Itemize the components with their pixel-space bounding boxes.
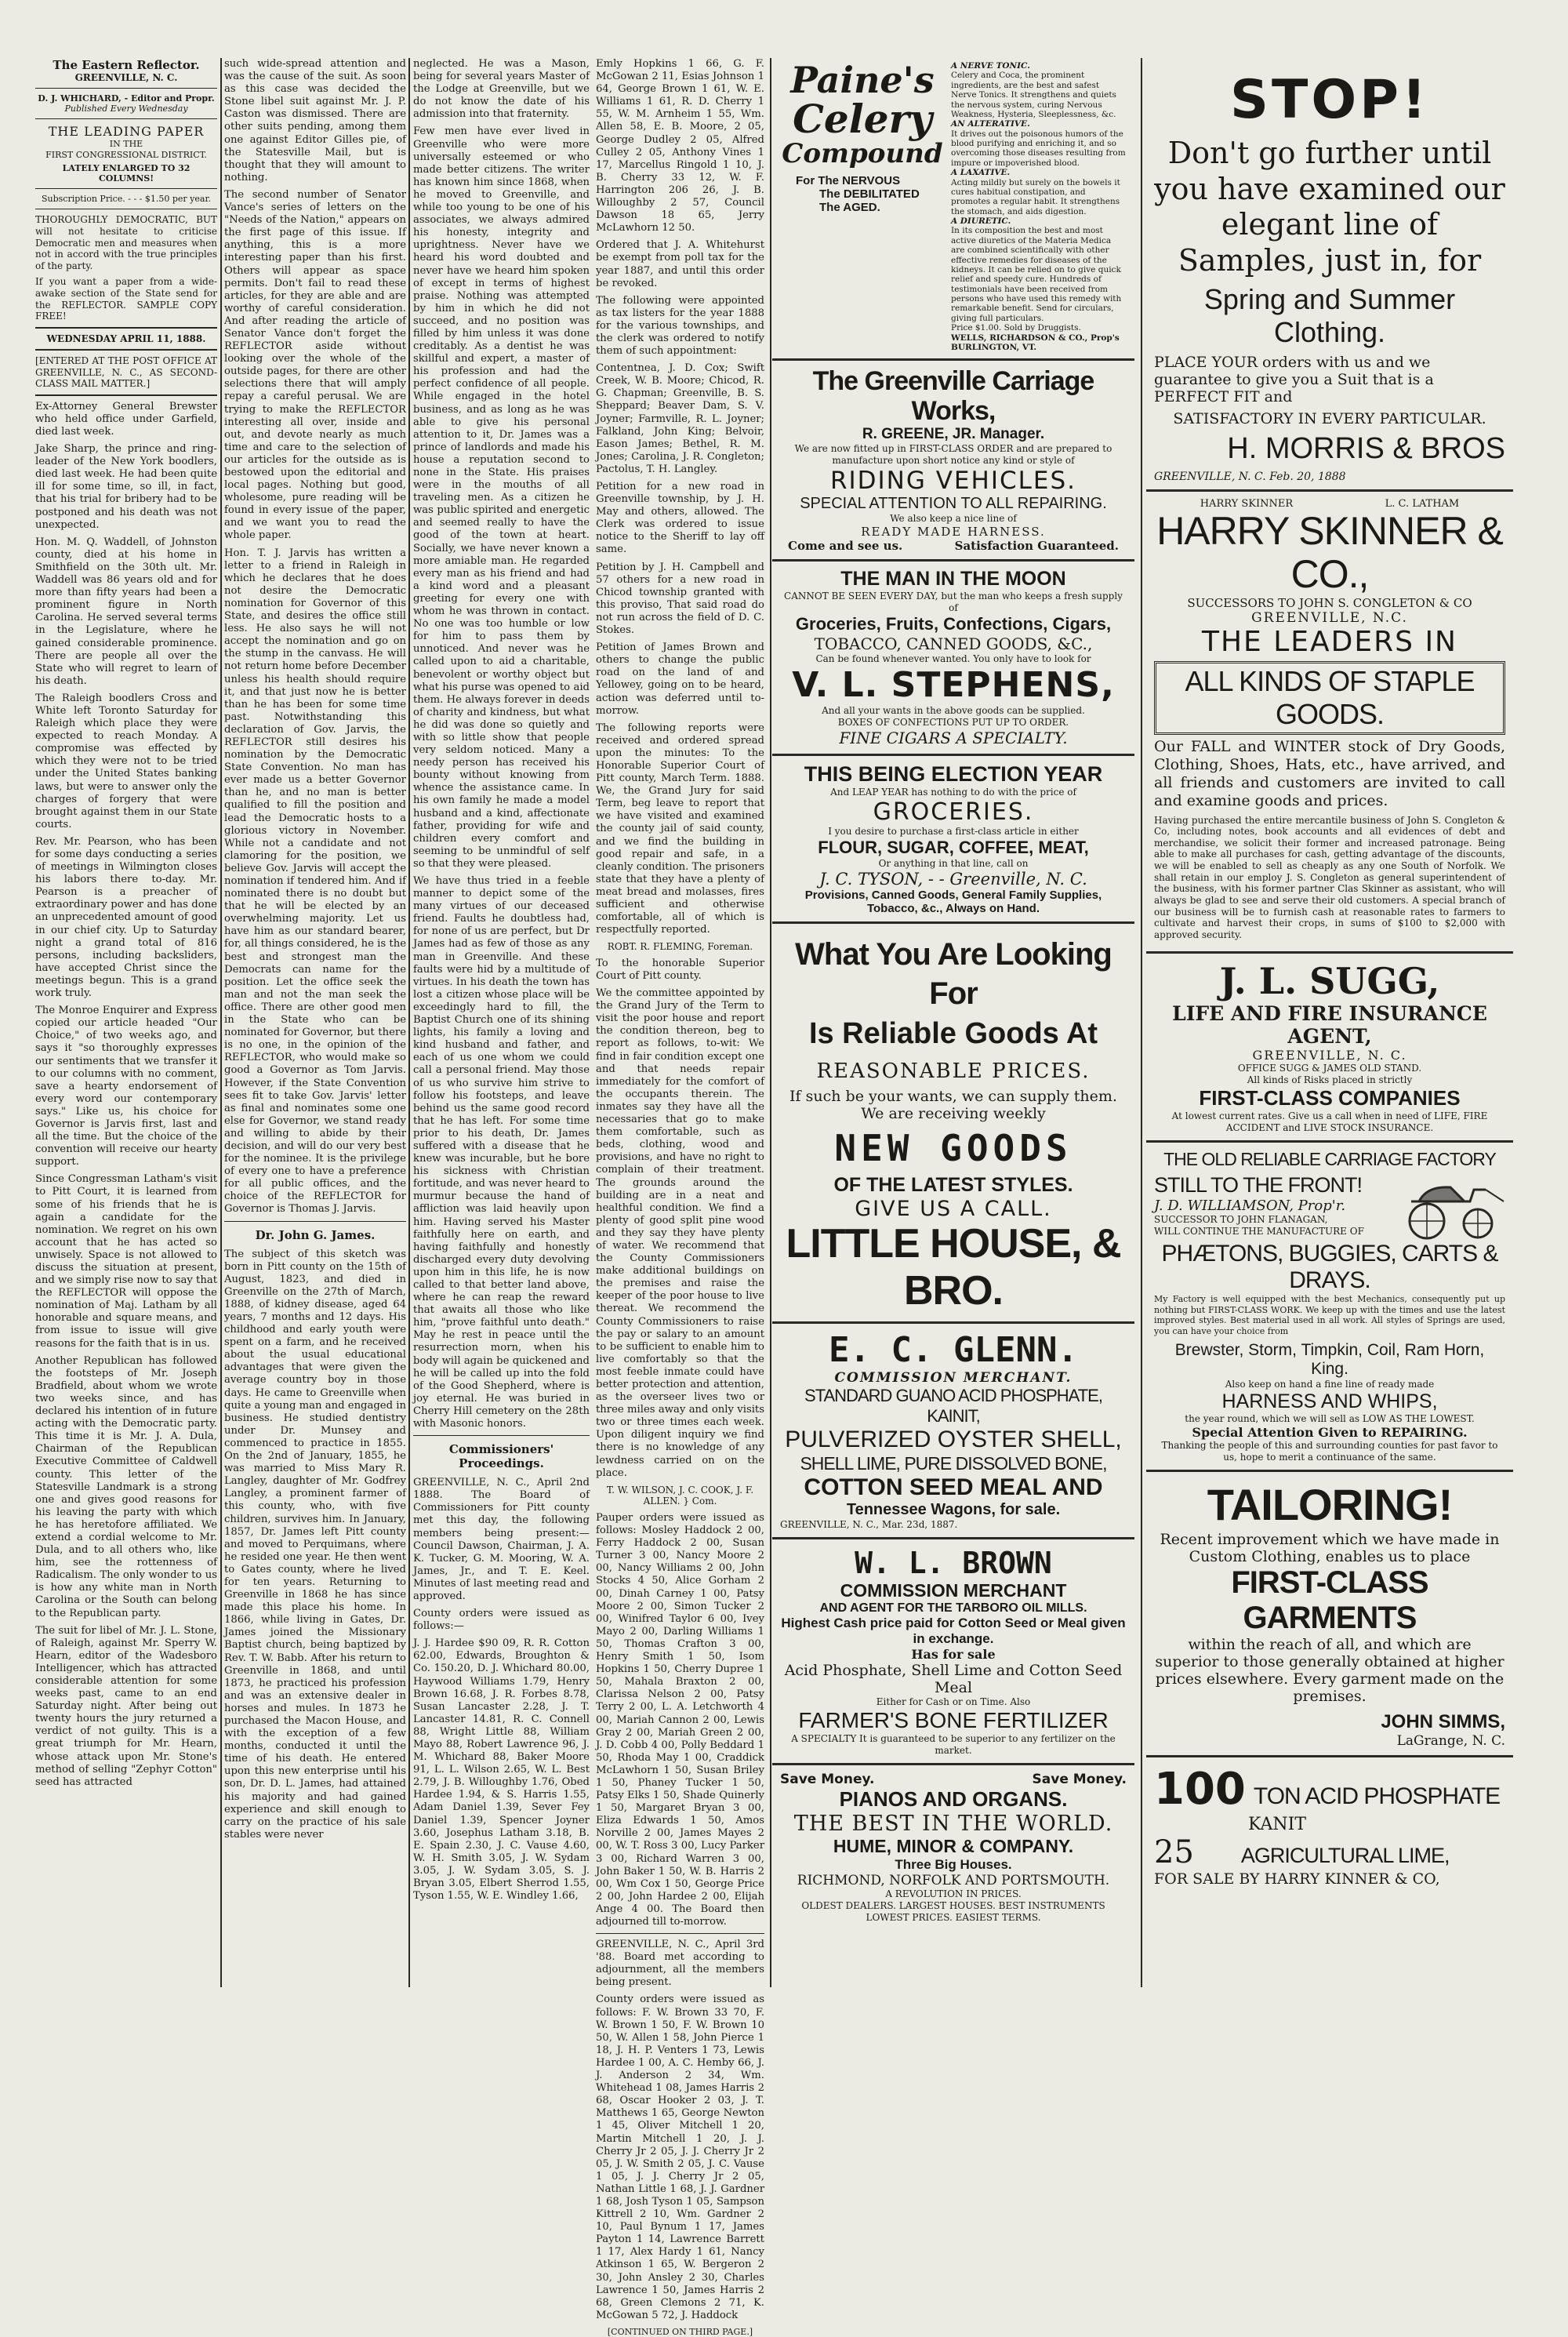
democratic-note: THOROUGHLY DEMOCRATIC, BUT will not hesitate to criticise Democratic men and measures when not in accord with the true principles of the party. — [35, 214, 217, 271]
acid-num2: 25 — [1154, 1834, 1194, 1871]
skinner-partners — [1154, 498, 1505, 510]
acid-line2: KANIT — [1248, 1815, 1307, 1835]
looking-line7: GIVE US A CALL. — [855, 1197, 1052, 1222]
looking-line8: LITTLE HOUSE, & BRO. — [786, 1221, 1121, 1314]
skinner-text2: Having purchased the entire mercantile business of John S. Congleton & Co, including notes, book accounts and all evidences of debt and merchandise, we solicit their former and increased patronage. Being able to make all purchases for cash, getting advantage of the discounts, we will be enabled to sell as cheaply as any one South of Norfolk. We shall retain in our employ J. S. Congleton as general superintendent of the business, with his former partner Clas Skinner as assistant, who will always be glad to see and serve their old customers. A special branch of our business will be to furnish cash at reasonable rates to farmers to cultivate and harvest their crops, in sums of $100 to $2,000 with approved security. — [1154, 814, 1505, 940]
carriage-text: We are now fitted up in FIRST-CLASS ORDER and are prepared to manufacture upon short notice any kind or style of — [794, 443, 1112, 467]
looking-line3: REASONABLE PRICES. — [816, 1059, 1091, 1084]
stop-name: H. MORRIS & BROS — [1227, 432, 1505, 466]
commissioners-paragraph: Petition by J. H. Campbell and 57 others for a new road in Chicod township granted with this proviso, That said road do not run across the field of D. C. Stokes. — [596, 561, 764, 637]
article-paragraph: Since Congressman Latham's visit to Pitt Court, it is learned from some of his friends that he is again a candidate for the nomination. We regret on his own account that he has acted so unwisely. Space is not allowed to discuss the situation at present, and we simply rise now to say that the REFLECTOR will oppose the nomination of Maj. Latham by all honorable and square means, and from issue to issue will give reasons for the faith that is in us. — [35, 1173, 217, 1350]
acid-line1: TON ACID PHOSPHATE — [1253, 1783, 1501, 1810]
tailoring-line1: Recent improvement which we have made in Custom Clothing, enables us to place — [1160, 1531, 1500, 1566]
article-paragraph: Ex-Attorney General Brewster who held office under Garfield, died last week. — [35, 400, 217, 438]
article-paragraph: Another Republican has followed the footsteps of Mr. Joseph Bradfield, about whom we wrote two weeks since, and has declared his intention of in future acting with the Democratic party. This time it is Mr. J. A. Dula, Chairman of the Republican Executive Committee of Caldwell county. This letter of the Statesville Landmark is a strong one and gives good reasons for his leaving the party with which he has heretofore affiliated. We extend a cordial welcome to Mr. Dula, and to all others who, like him, see the rottenness of Radicalism. The only wonder to us is how any white man in North Carolina or the South can belong to the Republican party. — [35, 1354, 217, 1619]
paines-for-2: The DEBILITATED — [819, 187, 920, 202]
ad-tailoring — [1146, 1472, 1513, 1757]
article-paragraph: Hon. T. J. Jarvis has written a letter to a friend in Raleigh in which he declares that he does not desire the Democratic nomination for Governor of this State, and desires the office still less. He also says he will not accept the nomination and go on the stump in the canvass. He will not return home before December unless his health should require it, and that just now he is better than he has been for some time past. Notwithstanding this declaration of Gov. Jarvis, the REFLECTOR still desires his nomination by the Democratic State Convention. No man has ever made us a better Governor than he, and no man is better qualified to fill the position and lead the Democratic hosts to a glorious victory in November. While not a candidate and not clamoring for the position, we believe Gov. Jarvis will accept the nomination if tendered him. And if nominated there is no doubt but that he will be elected by an overwhelming majority. Let us have him as our standard bearer, for, all things considered, he is the best and strongest man the Democrats can name for the position. Let the office seek the man and not the man seek the office. There are other good men in the State who can be nominated for Governor, but there is no one, in the opinion of the REFLECTOR, who would make so good a Governor as Tom Jarvis. However, if the State Convention sees fit to take Gov. Jarvis' letter as final and nominates some one else for Governor, we stand ready and willing to abide by their decision, and will do our very best for the nominee. It is the privilege of every one to have a preference for all public offices, and the choice of the REFLECTOR for Governor is Thomas J. Jarvis. — [224, 547, 406, 1216]
stop-line4: SATISFACTORY IN EVERY PARTICULAR. — [1173, 410, 1486, 428]
skinner-successors: SUCCESSORS TO JOHN S. CONGLETON & CO — [1187, 596, 1472, 611]
column-1 — [35, 58, 217, 1987]
commissioners-paragraph: Petition of James Brown and others to change the public road on the land of and Yellowey, going on to be heard, action was deferred until to-morrow. — [596, 641, 764, 717]
article-paragraph: Jake Sharp, the prince and ring-leader of the New York boodlers, died last week. He had been quite ill for some time, so ill, in fact, that his trial for bribery had to be postponed and his death was not unexpected. — [35, 443, 217, 531]
paines-lax-text: Acting mildly but surely on the bowels it cures habitual constipation, and promotes a regular habit. It strengthens the stomach, and aids digestion. — [951, 177, 1120, 216]
moon-all: And all your wants in the above goods can be supplied. — [822, 705, 1085, 717]
factory-phaetons: PHÆTONS, BUGGIES, CARTS & DRAYS. — [1161, 1241, 1498, 1294]
factory-thanks: Thanking the people of this and surrounding counties for past favor to us, hope to merit a continuance of the same. — [1161, 1440, 1498, 1463]
glenn-role: COMMISSION MERCHANT. — [834, 1369, 1073, 1386]
leading-paper: THE LEADING PAPER — [48, 124, 205, 140]
brown-acid: Acid Phosphate, Shell Lime and Cotton Seed Meal — [784, 1661, 1123, 1696]
moon-name: V. L. STEPHENS, — [792, 665, 1115, 706]
paines-brand — [780, 61, 945, 352]
election-name: J. C. TYSON, - - Greenville, N. C. — [819, 870, 1087, 889]
col1-articles — [35, 401, 217, 1789]
paines-brand-1: Paine's — [790, 59, 935, 101]
acid-num1: 100 — [1154, 1764, 1246, 1815]
paines-tonic-text: Celery and Coca, the prominent ingredients, are the best and safest Nerve Tonics. It strengthens and quiets the nervous system, curing Nervous Weakness, Hysteria, Sleeplessness, &c. — [951, 71, 1116, 119]
ad-pianos — [772, 1765, 1134, 1930]
paines-price: Price $1.00. Sold by Druggists. — [951, 323, 1081, 333]
paper-editor: D. J. WHICHARD, - Editor and Propr. — [38, 93, 215, 104]
carriage-keep: We also keep a nice line of — [890, 513, 1017, 525]
factory-manufacture: WILL CONTINUE THE MANUFACTURE OF — [1154, 1226, 1364, 1238]
commissioners-paragraph: J. J. Hardee $90 09, R. R. Cotton 62.00, Edwards, Broughton & Co. 150.20, D. J. Whichard 80.00, Haywood Williams 1.79, Henry Brown 16.68, J. R. Forbes 8.78, Susan Lancaster 2.28, J. T. Lancaster 14.81, R. C. Connell 88, Wright Little 88, William Mayo 88, Robert Lawrence 96, J. M. Whichard 88, Baker Moore 91, L. L. Wilson 2.65, W. L. Best 2.79, J. B. Willoughby 1.76, Obed Hardee 1.94, & S. Harris 1.55, Adam Daniel 1.39, Sever Fey Daniel 1.39, Spencer Joyner 3.60, Josephus Latham 3.18, B. E. Spain 2.30, J. C. Vause 4.60, W. H. Smith 3.05, J. W. Sydam 3.05, J. W. Sydam 3.05, S. J. Bryan 3.05, Elbert Sherrod 1.55, Tyson 1.55, W. E. Windley 1.66, — [413, 1637, 590, 1903]
carriage-footer — [780, 539, 1127, 553]
enlarged-note: LATELY ENLARGED TO 32 COLUMNS! — [62, 162, 191, 184]
sugg-first: FIRST-CLASS COMPANIES — [1199, 1086, 1461, 1110]
election-leap: And LEAP YEAR has nothing to do with the price of — [830, 787, 1076, 798]
carriage-satisfaction: Satisfaction Guaranteed. — [954, 539, 1119, 554]
brown-role: COMMISSION MERCHANT — [840, 1579, 1067, 1601]
paper-name: The Eastern Reflector. — [53, 58, 200, 72]
glenn-date: GREENVILLE, N. C., Mar. 23d, 1887. — [780, 1518, 958, 1530]
looking-line5: NEW GOODS — [834, 1127, 1073, 1170]
ad-stop — [1146, 69, 1513, 492]
moon-found: Can be found whenever wanted. You only have to look for — [815, 653, 1091, 665]
carriage-title: The Greenville Carriage Works, — [812, 366, 1094, 426]
continued-note: [CONTINUED ON THIRD PAGE.] — [607, 2326, 753, 2337]
column-rule — [1141, 58, 1142, 1987]
buggy-icon — [1396, 1170, 1505, 1241]
pianos-oldest: OLDEST DEALERS. LARGEST HOUSES. BEST INSTRUMENTS LOWEST PRICES. EASIEST TERMS. — [801, 1899, 1105, 1923]
article-paragraph: The suit for libel of Mr. J. L. Stone, of Raleigh, against Mr. Sperry W. Hearn, editor of the Wadesboro Intelligencer, which has attracted considerable attention for some weeks past, came to an end Saturday night. After being out twenty hours the jury returned a verdict of not guilty. This is a great triumph for Mr. Hearn, whose attack upon Mr. Stone's method of selling "Zephyr Cotton" seed has attracted — [35, 1624, 217, 1788]
column-5-ads — [1146, 58, 1513, 1987]
commissioners-paragraph: The following were appointed as tax listers for the year 1888 for the various townships, and the clerk was ordered to notify them of such appointment: — [596, 294, 764, 358]
election-anything: Or anything in that line, call on — [878, 858, 1029, 870]
sugg-office: OFFICE SUGG & JAMES OLD STAND. — [1237, 1063, 1422, 1074]
factory-year: the year round, which we will sell as LOW AS THE LOWEST. — [1185, 1413, 1475, 1425]
pianos-save-left: Save Money. — [780, 1771, 875, 1787]
leading-paper-in: IN THE — [109, 139, 143, 150]
moon-groceries: Groceries, Fruits, Confections, Cigars, — [795, 614, 1112, 634]
commissioners-paragraph: County orders were issued as follows:— — [413, 1608, 590, 1633]
glenn-line4: COTTON SEED MEAL AND — [804, 1474, 1103, 1500]
looking-line1: What You Are Looking For — [795, 937, 1112, 1012]
pianos-save-row — [780, 1772, 1127, 1787]
carriage-harness: READY MADE HARNESS. — [861, 525, 1046, 540]
stop-line2: Spring and Summer Clothing. — [1203, 283, 1456, 349]
article-paragraph: Rev. Mr. Pearson, who has been for some days conducting a series of meetings in Wilmington closes his labors there to-day. Mr. Pearson is a preacher of extraordinary power and has done an unprecedented amount of good in our chief city. Up to Saturday night a grand total of 816 persons, including backsliders, have accepted Christ since the meetings begun. This is a grand work truly. — [35, 835, 217, 1000]
paines-maker: WELLS, RICHARDSON & CO., Prop's BURLINGTON, VT. — [951, 333, 1120, 352]
paines-alt-head: AN ALTERATIVE. — [951, 119, 1030, 129]
brown-farmer: FARMER'S BONE FERTILIZER — [798, 1707, 1109, 1732]
column-2 — [224, 58, 406, 1987]
paines-tonic-head: A NERVE TONIC. — [951, 61, 1030, 71]
want-note: If you want a paper from a wide-awake section of the State send for the REFLECTOR. SAMPLE COPY FREE! — [35, 276, 217, 322]
masthead — [35, 58, 217, 396]
commissioners-paragraph: We the committee appointed by the Grand Jury of the Term to visit the poor house and report the condition thereon, beg to report as follows, to-wit: We find in fair condition except one and that needs repair immediately for the comfort of the occupants therein. The inmates say they have all the necessaries that go to make them comfortable, such as beds, clothing, wood and provisions, and have no right to complain of their treatment. The grounds around the building are in a neat and healthful condition. We find a plenty of good split pine wood and they say they have plenty of water. We recommend that the County Commissioners make additional buildings on the premises and raise the keeper of the poor house to live thereat. We recommend the County Commissioners to raise the pay or salary to an amount to be sufficient to enable him to live comfortably so that the most feeble inmate could have better protection and attention, as the overseer lives two or three miles away and only visits two or three times each week. Upon diligent inquiry we find there is no knowledge of any lewdness carried on on the place. — [596, 987, 764, 1479]
ad-paines-celery — [772, 58, 1134, 361]
factory-text — [1154, 1173, 1396, 1238]
paines-diu-head: A DIURETIC. — [951, 216, 1011, 226]
glenn-name: E. C. GLENN. — [829, 1329, 1078, 1370]
column-4-ads — [772, 58, 1134, 1987]
tailoring-title: TAILORING! — [1207, 1480, 1453, 1530]
obituary-paragraph: The subject of this sketch was born in Pitt county on the 15th of August, 1823, and died in Greenville on the 27th of March, 1888, of kidney disease, aged 64 years, 7 months and 12 days. His childhood and early youth were spent on a farm, and he received about the usual educational advantages that were given the average country boy in those days. He came to Greenville when quite a young man and engaged in business. He studied dentistry under Dr. Munsey and commenced to practice in 1855. On the 2nd of January, 1855, he was married to Miss Mary R. Langley, daughter of Mr. Godfrey Langley, a prominent farmer of this county, who, with five children, survives him. In January, 1857, Dr. James left Pitt county and moved to Perquimans, where he resided one year. He then went to Gates county, where he lived for ten years. Returning to Greenville in 1868 he has since made this place his home. In 1866, while living in Gates, Dr. James joined the Missionary Baptist church, being baptized by Rev. T. W. Babb. After his return to Greenville in 1868, and until 1873, he practiced his profession and was an extensive dealer in horses and mules. In 1873 he purchased the Macon House, and with the exception of a few months, conducted it until the time of his death. He entered upon this new enterprise until his son, Dr. D. L. James, had attained his majority and had gained experience and skill enough to carry on the practice of his sale stables were never — [224, 1248, 406, 1841]
ad-election-year — [772, 756, 1134, 924]
committee-signature: T. W. WILSON, J. C. COOK, J. F. ALLEN. } Com. — [606, 1484, 754, 1507]
ad-carriage-works — [772, 361, 1134, 562]
obituary-paragraph: neglected. He was a Mason, being for several years Master of the Lodge at Greenville, but we do not know the date of his admission into that fraternity. — [413, 58, 590, 121]
obituary-paragraph: We have thus tried in a feeble manner to depict some of the many virtues of our deceased friend. Faults he doubtless had, for none of us are perfect, but Dr James had as few of those as any man in Greenville. And these faults were hid by a multitude of virtues. In his death the town has lost a citizen whose place will be exceedingly hard to fill, the Baptist Church one of its shining lights, his family a loving and kind husband and father, and each of us one whom we could call a personal friend. May those of us who survive him strive to follow his footsteps, and leave behind us the same good record that he has left. For some time prior to his death, Dr. James suffered with a disease that he knew was incurable, but he bore his sickness with Christian fortitude, and was never heard to murmur because the hand of affliction was laid heavily upon him. Having served his Master faithfully here on earth, and having faithfully and honestly discharged every duty devolving upon him in this life, he is now called to that better land above, where he can reap the reward that awaits all those who like him, "prove faithful unto death." May he rest in peace until the resurrection morn, when his body will again be quickened and he will be called up into the fold of the Good Shepherd, where is joy eternal. He was buried in Cherry Hill cemetery on the 28th with Masonic honors. — [413, 875, 590, 1430]
stop-line3: PLACE YOUR orders with us and we guarantee to give you a Suit that is a PERFECT FIT and — [1154, 354, 1434, 406]
factory-special: Special Attention Given to REPAIRING. — [1192, 1425, 1468, 1441]
moon-cigars: FINE CIGARS A SPECIALTY. — [839, 729, 1068, 748]
brown-specialty: A SPECIALTY It is guaranteed to be superior to any fertilizer on the market. — [791, 1732, 1116, 1756]
commissioners-heading: Commissioners' Proceedings. — [448, 1442, 554, 1471]
sugg-place: GREENVILLE, N. C. — [1252, 1048, 1407, 1063]
column-rule — [408, 58, 410, 1987]
article-paragraph: The Monroe Enquirer and Express copied our article headed "Our Choice," of two weeks ago, and says it "so thoroughly expresses our sentiments that we transfer it to our columns with no comment, save a hearty endorsement of every word our contemporary says." Like us, his choice for Governor is Jarvis first, last and all the time. But the choice of the convention will receive our hearty support. — [35, 1005, 217, 1168]
factory-name: J. D. WILLIAMSON, Prop'r. — [1154, 1198, 1346, 1215]
ad-sugg — [1146, 954, 1513, 1143]
sugg-risks: All kinds of Risks placed in strictly — [1247, 1074, 1413, 1086]
pianos-revolution: A REVOLUTION IN PRICES. — [885, 1888, 1022, 1899]
paines-diu-text: In its composition the best and most active diuretics of the Materia Medica are combined scientifically with other effective remedies for diseases of the kidneys. It can be relied on to give quick relief and speedy cure. Hundreds of testimonials have been received from persons who have used this remedy with remarkable benefit. Send for circulars, giving full particulars. — [951, 226, 1122, 323]
ad-carriage-factory — [1146, 1143, 1513, 1472]
ad-brown — [772, 1539, 1134, 1765]
moon-boxes: BOXES OF CONFECTIONS PUT UP TO ORDER. — [837, 717, 1069, 729]
commissioners-paragraph: Petition for a new road in Greenville township, by J. H. May and others, allowed. The Clerk was ordered to issue notice to the Sheriff to lay off same. — [596, 481, 764, 556]
skinner-name: HARRY SKINNER & CO., — [1156, 509, 1503, 597]
glenn-line5: Tennessee Wagons, for sale. — [846, 1500, 1061, 1518]
column-rule — [770, 58, 771, 1987]
subscription-price: Subscription Price. - - - $1.50 per year. — [41, 194, 212, 205]
foreman-signature: ROBT. R. FLEMING, Foreman. — [607, 941, 753, 953]
stop-date: GREENVILLE, N. C. Feb. 20, 1888 — [1154, 471, 1346, 484]
skinner-leaders: THE LEADERS IN — [1201, 626, 1457, 659]
election-title: THIS BEING ELECTION YEAR — [804, 762, 1103, 787]
skinner-text1: Our FALL and WINTER stock of Dry Goods, Clothing, Shoes, Hats, etc., have arrived, and all friends and customers are invited to call and examine goods and prices. — [1154, 738, 1505, 809]
paines-for-1: For The NERVOUS — [796, 174, 901, 188]
commissioners-paragraph: Contentnea, J. D. Cox; Swift Creek, W. B. Moore; Chicod, R. G. Chapman; Greenville, B. S. Sheppard; Beaver Dam, S. V. Joyner; Farmville, R. L. Joyner; Falkland, John King; Belvoir, Eason James; Bethel, R. M. Jones; Carolina, J. R. Congleton; Pactolus, T. H. Langley. — [596, 362, 764, 475]
election-desire: I you desire to purchase a first-class article in either — [828, 826, 1079, 838]
paines-brand-3: Compound — [782, 137, 943, 169]
skinner-left: HARRY SKINNER — [1200, 498, 1294, 511]
looking-line4: If such be your wants, we can supply them. We are receiving weekly — [789, 1088, 1117, 1123]
glenn-line3: SHELL LIME, PURE DISSOLVED BONE, — [800, 1452, 1107, 1474]
tailoring-line3: within the reach of all, and which are superior to those generally obtained at higher prices elsewhere. Every garment made on the premises. — [1155, 1636, 1504, 1706]
pianos-save-right: Save Money. — [1032, 1771, 1127, 1787]
issue-date: WEDNESDAY APRIL 11, 1888. — [46, 333, 206, 344]
paper-place: GREENVILLE, N. C. — [74, 72, 178, 83]
brown-highest: Highest Cash price paid for Cotton Seed or Meal given in exchange. — [781, 1615, 1126, 1646]
carriage-come: Come and see us. — [788, 539, 903, 554]
factory-successor: SUCCESSOR TO JOHN FLANAGAN, — [1154, 1214, 1328, 1226]
skinner-staple: ALL KINDS OF STAPLE GOODS. — [1154, 661, 1505, 735]
commissioners-paragraph: GREENVILLE, N. C., April 3rd '88. Board met according to adjournment, all the members being present. — [596, 1939, 764, 1989]
acid-row-1 — [1154, 1764, 1505, 1815]
tailoring-name: JOHN SIMMS, — [1381, 1711, 1505, 1733]
looking-line2: Is Reliable Goods At — [808, 1017, 1098, 1051]
glenn-line2: PULVERIZED OYSTER SHELL, — [785, 1426, 1122, 1452]
obituary-heading: Dr. John G. James. — [255, 1227, 376, 1242]
sugg-lowest: At lowest current rates. Give us a call when in need of LIFE, FIRE ACCIDENT and LIVE STOCK INSURANCE. — [1171, 1110, 1488, 1134]
column-3b — [596, 58, 764, 2337]
factory-keep: Also keep on hand a fine line of ready made — [1225, 1379, 1435, 1390]
acid-row-2 — [1154, 1834, 1505, 1870]
carriage-manager: R. GREENE, JR. Manager. — [862, 426, 1045, 443]
brown-name: W. L. BROWN — [855, 1545, 1052, 1580]
pianos-three: Three Big Houses. — [895, 1856, 1012, 1872]
factory-front: STILL TO THE FRONT! — [1154, 1173, 1363, 1198]
skinner-place: GREENVILLE, N.C. — [1251, 610, 1408, 627]
column-rule — [220, 58, 222, 1987]
paines-alt-text: It drives out the poisonous humors of the blood purifying and enriching it, and so overcoming those diseases resulting from impure or impoverished blood. — [951, 129, 1126, 168]
ad-acid-phosphate — [1146, 1757, 1513, 1894]
article-paragraph: such wide-spread attention and was the cause of the suit. As soon as this case was decided the Stone libel suit against Mr. J. P. Caston was dismissed. There are other suits pending, among them one against Editor Gilles pie, of the Statesville Mail, but is thought that they will amount to nothing. — [224, 58, 406, 184]
moon-title: THE MAN IN THE MOON — [840, 568, 1066, 591]
ad-looking-for — [772, 924, 1134, 1324]
column-3 — [413, 58, 590, 1987]
stop-line1: Don't go further until you have examined our elegant line of Samples, just in, for — [1154, 136, 1505, 278]
moon-line1: CANNOT BE SEEN EVERY DAY, but the man who keeps a fresh supply of — [784, 591, 1123, 614]
commissioners-paragraph: GREENVILLE, N. C., April 2nd 1888. The Board of Commissioners for Pitt county met this day, the following members being present:—Council Dawson, Chairman, J. A. K. Tucker, G. M. Mooring, W. A. James, Jr., and T. E. Keel. Minutes of last meeting read and approved. — [413, 1477, 590, 1602]
acid-line3: AGRICULTURAL LIME, — [1240, 1844, 1450, 1868]
commissioners-paragraph: Ordered that J. A. Whitehurst be exempt from poll tax for the year 1887, and until this order be revoked. — [596, 239, 764, 289]
paines-brand-2: Celery — [793, 96, 932, 143]
glenn-line1: STANDARD GUANO ACID PHOSPHATE, KAINIT, — [804, 1385, 1102, 1426]
tailoring-place: LaGrange, N. C. — [1396, 1733, 1505, 1750]
article-paragraph: The Raleigh boodlers Cross and White left Toronto Saturday for Raleigh which place they were expected to reach Monday. A compromise was effected by which they were not to be tried under the United States banking laws, but were to answer only the charges of forgery that were brought against them in our State courts. — [35, 692, 217, 830]
stop-title: STOP! — [1229, 69, 1429, 131]
factory-title: THE OLD RELIABLE CARRIAGE FACTORY — [1163, 1149, 1496, 1170]
acid-line4: FOR SALE BY HARRY KINNER & CO, — [1154, 1870, 1440, 1888]
paines-for-3: The AGED. — [819, 201, 880, 215]
pianos-best: THE BEST IN THE WORLD. — [793, 1811, 1113, 1836]
election-flour: FLOUR, SUGAR, COFFEE, MEAT, — [818, 838, 1089, 858]
election-provisions: Provisions, Canned Goods, General Family Supplies, Tobacco, &c., Always on Hand. — [804, 889, 1102, 916]
carriage-riding: RIDING VEHICLES. — [829, 467, 1077, 496]
brown-hasforsale: Has for sale — [911, 1646, 996, 1662]
article-paragraph: The second number of Senator Vance's series of letters on the "Needs of the Nation," appears on the first page of this issue. If anything, this is a more interesting paper than his first. Others will appear as space permits. Don't fail to read these articles, for they are able and are worthy of careful consideration. And after reading the article of Senator Vance don't forget the REFLECTOR aside without looking over the whole of the outside pages, for there are other selections there that will amply repay a careful perusal. We are trying to make the REFLECTOR interesting all over, inside and out, and devote nearly as much time and care to the selection of our articles for the outside as is bestowed upon the editorial and local pages. Nothing but good, wholesome, pure reading will be found in every issue of the paper, and we want you to read the whole paper. — [224, 188, 406, 542]
leading-paper-district: FIRST CONGRESSIONAL DISTRICT. — [45, 149, 207, 160]
commissioners-paragraph: Emly Hopkins 1 66, G. F. McGowan 2 11, Esias Johnson 1 64, George Brown 1 61, W. E. Williams 1 61, R. D. Cherry 1 55, W. M. Arnheim 1 55, Wm. Allen 58, E. B. Moore, 2 05, George Dudley 2 05, Alfred Culley 2 05, Anthony Vines 1 17, Marcellus Ringold 1 10, J. B. Cherry 33 12, W. F. Harrington 206 26, J. B. Willoughby 2 57, Council Dawson 18 65, Jerry McLawhorn 12 50. — [596, 58, 764, 234]
ad-skinner — [1146, 492, 1513, 954]
pianos-title: PIANOS AND ORGANS. — [839, 1786, 1068, 1811]
paines-lax-head: A LAXATIVE. — [951, 168, 1011, 178]
skinner-right: L. C. LATHAM — [1385, 498, 1460, 511]
ad-man-in-the-moon — [772, 562, 1134, 756]
brown-agent: AND AGENT FOR THE TARBORO OIL MILLS. — [819, 1601, 1087, 1615]
commissioners-paragraph: Pauper orders were issued as follows: Mosley Haddock 2 00, Ferry Haddock 2 00, Susan Turner 3 00, Nancy Moore 2 00, Nancy Williams 2 00, John Stocks 4 50, Alice Gorham 2 00, Dinah Carney 1 00, Patsy Moore 2 00, Simon Tucker 2 00, Winifred Taylor 6 00, Ivey Mayo 2 00, Darling Williams 1 50, Thomas Crafton 3 00, Henry Smith 1 50, Isom Hopkins 1 50, Cherry Dupree 1 50, Mahala Braxton 2 00, Clarissa Nelson 2 00, Patsy Terry 2 00, L. A. Letchworth 4 00, Mariah Cannon 2 00, Lewis Gray 2 00, Mariah Green 2 00, J. D. Cobb 4 00, Polly Beddard 1 50, Rhoda May 1 00, Craddick McLawhorn 1 50, Susan Briley 1 50, Phaney Tucker 1 50, Patsy Elks 1 50, Shade Quinerly 1 50, Margaret Bryan 3 00, Eliza Edwards 1 50, Amos Norville 2 00, James Mayes 2 00, W. T. Ross 3 00, Lucy Parker 3 00, Richard Warren 3 00, John Baker 1 50, W. B. Harris 2 00, Wm Cox 1 50, George Price 2 00, John Hardee 2 00, Elijah Ange 4 00. The Board then adjourned till to-morrow. — [596, 1512, 764, 1928]
obituary-paragraph: Few men have ever lived in Greenville who were more universally esteemed or who made better citizens. The writer has known him since 1868, when he moved to Greenville, and while too young to be one of his associates, we always admired his honesty, integrity and uprightness. Never have we heard his word doubted and never have we heard him spoken of except in terms of highest praise. Nothing was attempted by him in which he did not succeed, and no position was filled by him unless it was done creditably. As a dentist he was skillful and expert, a master of his profession and had the perfect confidence of all people. While engaged in the hotel business, and as long as he was able to give his personal attention to it, Dr. James was a prince of landlords and made his house a reputation second to none in the State. His praises were in the mouths of all traveling men. As a citizen he was public spirited and energetic and seemed really to have the good of the town at heart. Socially, we have never known a more amiable man. He regarded every man as his friend and had a kind word and a pleasant greeting for every one with whom he was thrown in contact. No one was too humble or low for him to pass them by unnoticed. And never was he called upon to aid a charitable, benevolent or worthy object but what his purse was opened to aid them. He always forever in deeds of charity and kindness, but what he did was done so quietly and with so little show that people very seldom noticed. Many a needy person has received his bounty without knowing from whence the assistance came. In his own family he made a model husband and a kind, affectionate father, providing for wife and children every comfort and seeming to be unmindful of self so that they were pleased. — [413, 125, 590, 870]
factory-harness: HARNESS AND WHIPS, — [1221, 1390, 1438, 1413]
article-paragraph: Hon. M. Q. Waddell, of Johnston county, died at his home in Smithfield on the 30th ult. Mr. Waddell was 86 years old and for more than fifty years had been a prominent figure in North Carolina. He served several terms in the Legislature, where he gained considerable prominence. There are people all over the State who will regret to learn of his death. — [35, 536, 217, 687]
commissioners-paragraph: To the honorable Superior Court of Pitt county. — [596, 957, 764, 982]
moon-tobacco: TOBACCO, CANNED GOODS, &C., — [814, 634, 1093, 654]
paines-details — [951, 61, 1127, 352]
looking-line6: OF THE LATEST STYLES. — [833, 1174, 1073, 1197]
tailoring-line2: FIRST-CLASS GARMENTS — [1231, 1565, 1428, 1636]
sugg-name: J. L. SUGG, — [1219, 960, 1440, 1003]
election-groceries: GROCERIES. — [873, 798, 1034, 827]
commissioners-paragraph: The following reports were received and ordered spread upon the minutes: To the Honorable Superior Court of Pitt county, March Term. 1888. We, the Grand Jury for said Term, beg leave to report that we have visited and examined the county jail of said county, and we find the building in good repair and safe, in a cleanly condition. The prisoners state that they have a plenty of meat bread and molasses, fires sufficient and otherwise comfortable, all of which is respectfully reported. — [596, 721, 764, 936]
ad-glenn — [772, 1324, 1134, 1539]
paper-published: Published Every Wednesday — [64, 104, 188, 114]
sugg-role: LIFE AND FIRE INSURANCE AGENT, — [1172, 1002, 1487, 1049]
pianos-cities: RICHMOND, NORFOLK AND PORTSMOUTH. — [797, 1872, 1110, 1888]
brown-either: Either for Cash or on Time. Also — [876, 1696, 1031, 1707]
entered-note: [ENTERED AT THE POST OFFICE AT GREENVILLE, N. C., AS SECOND-CLASS MAIL MATTER.] — [35, 354, 217, 390]
factory-row — [1154, 1170, 1505, 1241]
commissioners-paragraph: County orders were issued as follows: F. W. Brown 33 70, F. W. Brown 1 50, F. W. Brown 10 50, W. Allen 1 58, John Pierce 1 18, J. H. P. Venters 1 73, Lewis Hardee 1 00, A. C. Hemby 66, J. J. Anderson 2 34, Wm. Whitehead 1 08, James Harris 2 68, Oscar Hooker 2 03, J. T. Matthews 1 65, George Newton 1 45, Oliver Mitchell 1 20, Martin Mitchell 1 20, J. J. Cherry Jr 2 05, J. J. Cherry Jr 2 05, J. W. Smith 2 05, J. C. Vause 1 05, J. J. Cherry Jr 2 05, Nathan Little 1 68, J. J. Gardner 1 68, Josh Tyson 1 05, Sampson Kittrell 2 10, Wm. Gardner 2 10, Paul Bynum 1 17, James Payton 1 14, Lawrence Barrett 1 17, Alex Hardy 1 61, Nancy Atkinson 1 65, W. Bergeron 2 30, John Ansley 2 30, Charles Lawrence 1 50, James Harris 2 68, Green Clemons 2 71, K. McGowan 5 72, J. Haddock — [596, 1994, 764, 2321]
factory-springs: Brewster, Storm, Timpkin, Coil, Ram Horn, King. — [1174, 1341, 1485, 1379]
pianos-hume: HUME, MINOR & COMPANY. — [833, 1835, 1074, 1856]
factory-text-body: My Factory is well equipped with the best Mechanics, consequently put up nothing but FIRST-CLASS WORK. We keep up with the times and use the latest improved styles. Best material used in all work. All styles of Springs are used, you can have your choice from — [1154, 1294, 1505, 1336]
carriage-special: SPECIAL ATTENTION TO ALL REPAIRING. — [800, 495, 1107, 513]
